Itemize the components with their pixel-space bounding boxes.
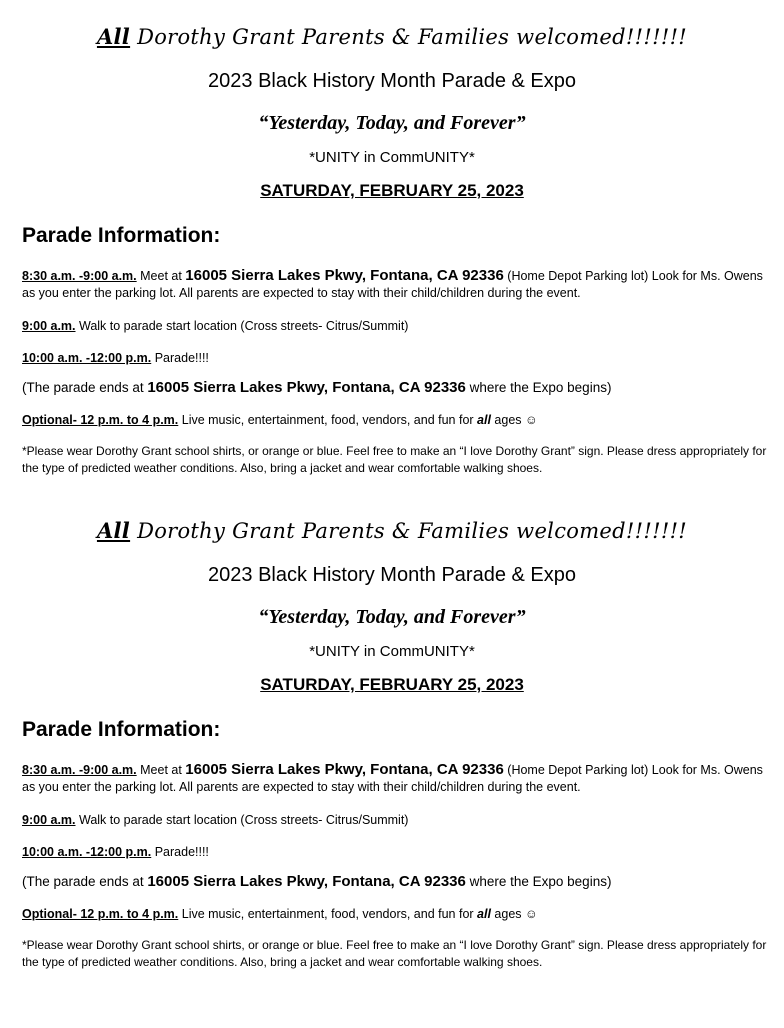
parade-text: Parade!!!! [151, 845, 209, 859]
unity-tagline: *UNITY in CommUNITY* [309, 149, 475, 166]
optional-label: Optional- 12 p.m. to 4 p.m. [22, 413, 179, 427]
event-theme: “Yesterday, Today, and Forever” [258, 112, 526, 134]
meet-text-1: Meet at [136, 763, 186, 777]
welcome-all: All [96, 518, 131, 543]
optional-info [22, 906, 770, 923]
parade-time: 10:00 a.m. -12:00 p.m. [22, 845, 152, 859]
welcome-line [0, 518, 784, 543]
parade-info [22, 350, 770, 367]
welcome-text: Dorothy Grant Parents & Families welcomed!!!!!!! [130, 25, 688, 49]
welcome-text: Dorothy Grant Parents & Families welcomed!!!!!!! [130, 519, 688, 543]
optional-text-2: ages ☺ [490, 413, 538, 427]
event-theme: “Yesterday, Today, and Forever” [258, 606, 526, 628]
ends-text-1: (The parade ends at [22, 380, 148, 395]
meet-address: 16005 Sierra Lakes Pkwy, Fontana, CA 92336 [185, 761, 504, 778]
flyer-bottom [0, 494, 784, 988]
parade-info [22, 844, 770, 861]
welcome-line [0, 24, 784, 49]
ends-address: 16005 Sierra Lakes Pkwy, Fontana, CA 92336 [147, 873, 466, 890]
meet-time: 8:30 a.m. -9:00 a.m. [22, 269, 137, 283]
parade-end-info [22, 873, 770, 890]
ends-text-2: where the Expo begins) [465, 380, 612, 395]
optional-info [22, 412, 770, 429]
meet-text-1: Meet at [136, 269, 186, 283]
meet-address: 16005 Sierra Lakes Pkwy, Fontana, CA 92336 [185, 267, 504, 284]
walk-info [22, 812, 770, 829]
walk-time: 9:00 a.m. [22, 813, 76, 827]
meet-time: 8:30 a.m. -9:00 a.m. [22, 763, 137, 777]
event-title: 2023 Black History Month Parade & Expo [208, 564, 576, 586]
dress-note: *Please wear Dorothy Grant school shirts, or orange or blue. Feel free to make an “I love Dorothy Grant” sign. Please dress appropriately for the type of predicted weather conditions. Also, bring a jacket and wear comfortable walking shoes. [22, 938, 767, 969]
ends-address: 16005 Sierra Lakes Pkwy, Fontana, CA 92336 [147, 379, 466, 396]
meet-text-2: (Home Depot Parking lot) Look for Ms. Owens as you enter the parking lot. All parents are expected to stay with their child/children during the event. [22, 269, 763, 300]
optional-label: Optional- 12 p.m. to 4 p.m. [22, 907, 179, 921]
section-heading: Parade Information: [22, 224, 221, 247]
walk-text: Walk to parade start location (Cross streets- Citrus/Summit) [75, 319, 409, 333]
parade-end-info [22, 379, 770, 396]
optional-emphasis: all [477, 413, 491, 427]
dress-note: *Please wear Dorothy Grant school shirts, or orange or blue. Feel free to make an “I love Dorothy Grant” sign. Please dress appropriately for the type of predicted weather conditions. Also, bring a jacket and wear comfortable walking shoes. [22, 444, 767, 475]
event-date: SATURDAY, FEBRUARY 25, 2023 [260, 675, 524, 694]
meet-text-2: (Home Depot Parking lot) Look for Ms. Owens as you enter the parking lot. All parents are expected to stay with their child/children during the event. [22, 763, 763, 794]
event-title: 2023 Black History Month Parade & Expo [208, 70, 576, 92]
parade-time: 10:00 a.m. -12:00 p.m. [22, 351, 152, 365]
ends-text-1: (The parade ends at [22, 874, 148, 889]
walk-text: Walk to parade start location (Cross streets- Citrus/Summit) [75, 813, 409, 827]
meet-info [22, 267, 770, 302]
flyer-top [0, 0, 784, 494]
parade-text: Parade!!!! [151, 351, 209, 365]
optional-text-2: ages ☺ [490, 907, 538, 921]
event-date: SATURDAY, FEBRUARY 25, 2023 [260, 181, 524, 200]
ends-text-2: where the Expo begins) [465, 874, 612, 889]
optional-text-1: Live music, entertainment, food, vendors, and fun for [178, 907, 478, 921]
optional-text-1: Live music, entertainment, food, vendors, and fun for [178, 413, 478, 427]
section-heading: Parade Information: [22, 718, 221, 741]
walk-info [22, 318, 770, 335]
optional-emphasis: all [477, 907, 491, 921]
unity-tagline: *UNITY in CommUNITY* [309, 643, 475, 660]
meet-info [22, 761, 770, 796]
welcome-all: All [96, 24, 131, 49]
walk-time: 9:00 a.m. [22, 319, 76, 333]
